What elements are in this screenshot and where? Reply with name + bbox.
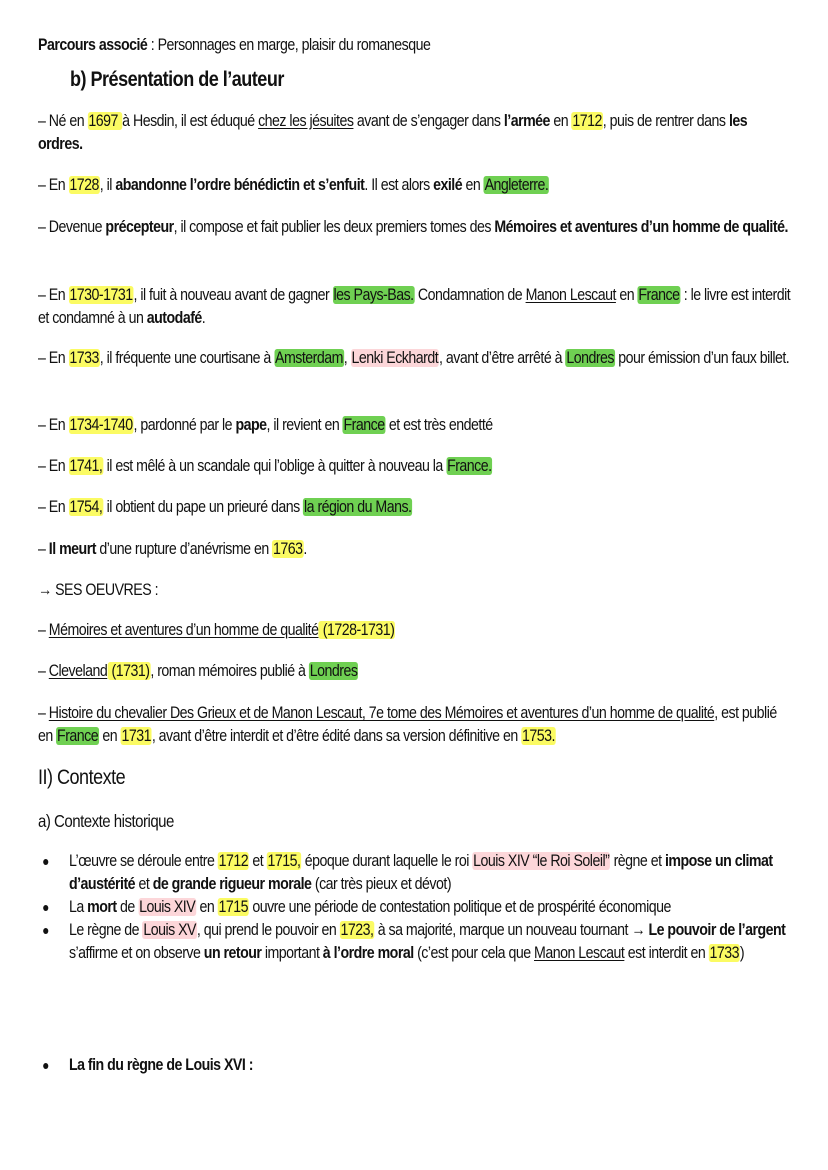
highlighted-text: Louis XIV “le Roi Soleil” xyxy=(473,852,610,870)
text: en xyxy=(462,176,484,194)
text: – En xyxy=(38,498,69,516)
text: en xyxy=(98,727,121,745)
bio-item xyxy=(38,284,795,330)
text: – En xyxy=(38,286,69,304)
text: Le règne de xyxy=(68,921,143,939)
text: – xyxy=(38,704,49,722)
bold-text: exilé xyxy=(433,176,463,194)
highlighted-text: 1763 xyxy=(272,540,303,558)
underlined-text: Mémoires et aventures d’un homme de qualité xyxy=(48,621,319,639)
oeuvres-label: → SES OEUVRES : xyxy=(38,581,159,599)
text: il obtient du pape un prieuré dans xyxy=(103,498,304,516)
last-bullet-label: La fin du règne de Louis XVI : xyxy=(68,1056,253,1074)
contexte-list xyxy=(38,850,828,965)
underlined-text: Cleveland xyxy=(48,662,108,680)
bio-item xyxy=(38,496,795,519)
text: La xyxy=(68,898,88,916)
text: époque durant laquelle le roi xyxy=(301,852,473,870)
text: et xyxy=(248,852,267,870)
text: ouvre une période de contestation politique et de prospérité économique xyxy=(248,898,671,916)
highlighted-text: (1728-1731) xyxy=(319,621,395,639)
bio-item xyxy=(38,110,795,156)
bio-item xyxy=(38,455,795,478)
text: , il compose et fait publier les deux premiers tomes des xyxy=(173,218,495,236)
text: , il revient en xyxy=(266,416,343,434)
highlighted-text: France xyxy=(57,727,99,745)
highlighted-text: Amsterdam xyxy=(275,349,343,367)
text: s’affirme et on observe xyxy=(68,944,204,962)
text: avant de s’engager dans xyxy=(353,112,504,130)
bold-text: les ordres. xyxy=(38,112,748,153)
highlighted-text: France xyxy=(638,286,680,304)
text: en xyxy=(549,112,572,130)
text: , puis de rentrer dans xyxy=(602,112,729,130)
last-bullet xyxy=(38,1054,826,1077)
highlighted-text: 1753. xyxy=(522,727,555,745)
highlighted-text: 1715 xyxy=(218,898,249,916)
text: – En xyxy=(38,349,69,367)
bold-text: abandonne l’ordre bénédictin et s’enfuit xyxy=(115,176,365,194)
text: , roman mémoires publié à xyxy=(150,662,309,680)
text: . xyxy=(303,540,307,558)
highlighted-text: – Né en xyxy=(38,112,88,130)
highlighted-text: Londres xyxy=(309,662,358,680)
text: règne et xyxy=(610,852,665,870)
text: de xyxy=(116,898,139,916)
section-a-title: a) Contexte historique xyxy=(38,811,174,831)
text: et xyxy=(135,875,153,893)
text: pour émission d’un faux billet. xyxy=(614,349,790,367)
highlighted-text: 1712 xyxy=(218,852,249,870)
text: (c’est pour cela que xyxy=(413,944,535,962)
text: d’une rupture d’anévrisme en xyxy=(95,540,273,558)
bold-text: à l’ordre moral xyxy=(322,944,414,962)
text: en xyxy=(615,286,638,304)
underlined-text: Manon Lescaut xyxy=(534,944,625,962)
text: important xyxy=(261,944,323,962)
bio-item xyxy=(38,174,795,197)
oeuvre-item xyxy=(38,660,795,683)
highlighted-text: 1754, xyxy=(69,498,103,516)
text: , il fuit à nouveau avant de gagner xyxy=(133,286,333,304)
underlined-text: Manon Lescaut xyxy=(525,286,616,304)
highlighted-text: Louis XIV xyxy=(139,898,196,916)
highlighted-text: 1741, xyxy=(69,457,103,475)
text: , pardonné par le xyxy=(133,416,236,434)
highlighted-text: 1723, xyxy=(340,921,374,939)
contexte-item xyxy=(38,850,826,896)
document-page xyxy=(38,34,798,1074)
text: – En xyxy=(38,457,69,475)
bold-text: Il meurt xyxy=(48,540,96,558)
oeuvre-item xyxy=(38,619,795,642)
text: à Hesdin, il est éduqué xyxy=(122,112,259,130)
bio-item xyxy=(38,414,795,437)
bold-text: un retour xyxy=(203,944,262,962)
bold-text: Mémoires et aventures d’un homme de qualité. xyxy=(494,218,788,236)
highlighted-text: 1734-1740 xyxy=(69,416,133,434)
text: , qui prend le pouvoir en xyxy=(196,921,340,939)
highlighted-text: 1715, xyxy=(267,852,301,870)
text: et est très endetté xyxy=(385,416,493,434)
highlighted-text: Angleterre. xyxy=(484,176,549,194)
section-II-title: II) Contexte xyxy=(38,766,126,789)
text: , xyxy=(343,349,351,367)
text: , il fréquente une courtisane à xyxy=(99,349,275,367)
bold-text: autodafé xyxy=(146,309,202,327)
contexte-item xyxy=(38,896,826,919)
text: est interdit en xyxy=(624,944,709,962)
text: , il xyxy=(99,176,116,194)
text: : le livre est interdit et condamné à un xyxy=(38,286,791,327)
highlighted-text: 1733 xyxy=(709,944,740,962)
bold-text: précepteur xyxy=(105,218,174,236)
bio-item xyxy=(38,538,795,561)
highlighted-text: 1697 xyxy=(88,112,122,130)
text: en xyxy=(196,898,218,916)
text: , avant d’être arrêté à xyxy=(439,349,566,367)
bold-text: Le pouvoir de l’argent xyxy=(648,921,786,939)
text: – En xyxy=(38,416,69,434)
text: – xyxy=(38,540,49,558)
text: – xyxy=(38,662,49,680)
highlighted-text: France. xyxy=(447,457,492,475)
highlighted-text: les Pays-Bas. xyxy=(333,286,414,304)
bold-text: l’armée xyxy=(503,112,550,130)
bold-text: pape xyxy=(235,416,267,434)
text: L’œuvre se déroule entre xyxy=(68,852,218,870)
text: Condamnation de xyxy=(414,286,526,304)
highlighted-text: 1730-1731 xyxy=(69,286,133,304)
underlined-text: Histoire du chevalier Des Grieux et de Manon Lescaut, 7e tome des Mémoires et aventures d’un homme de qualité xyxy=(48,704,715,722)
section-b-title: b) Présentation de l’auteur xyxy=(70,68,284,91)
text: , avant d’être interdit et d’être édité dans sa version définitive en xyxy=(151,727,522,745)
underlined-text: chez les jésuites xyxy=(258,112,354,130)
text: il est mêlé à un scandale qui l’oblige à quitter à nouveau la xyxy=(103,457,447,475)
highlighted-text: Londres xyxy=(566,349,614,367)
text: ) xyxy=(739,944,745,962)
text: – xyxy=(38,621,49,639)
bold-text: de grande rigueur morale xyxy=(152,875,312,893)
oeuvre-item xyxy=(38,702,795,748)
highlighted-text: France xyxy=(343,416,385,434)
bold-text: impose un climat d’austérité xyxy=(68,852,773,893)
text: à sa majorité, marque un nouveau tournant → xyxy=(374,921,649,939)
highlighted-text: la région du Mans. xyxy=(304,498,412,516)
highlighted-text: 1731 xyxy=(121,727,151,745)
text: . xyxy=(201,309,206,327)
bold-text: mort xyxy=(87,898,117,916)
contexte-item xyxy=(38,919,826,965)
highlighted-text: Lenki Eckhardt xyxy=(351,349,439,367)
parcours-line xyxy=(38,34,795,57)
bio-item xyxy=(38,347,795,370)
parcours-text: : Personnages en marge, plaisir du romanesque xyxy=(147,36,431,54)
text: , est publié en xyxy=(38,704,777,745)
highlighted-text: 1728 xyxy=(69,176,99,194)
parcours-label: Parcours associé xyxy=(38,36,148,54)
text: . Il est alors xyxy=(364,176,434,194)
highlighted-text: 1712 xyxy=(572,112,602,130)
highlighted-text: (1731) xyxy=(108,662,150,680)
text: – Devenue xyxy=(38,218,106,236)
bio-item xyxy=(38,216,795,239)
highlighted-text: Louis XV xyxy=(143,921,196,939)
highlighted-text: 1733 xyxy=(69,349,99,367)
text: (car très pieux et dévot) xyxy=(311,875,452,893)
text: – En xyxy=(38,176,69,194)
